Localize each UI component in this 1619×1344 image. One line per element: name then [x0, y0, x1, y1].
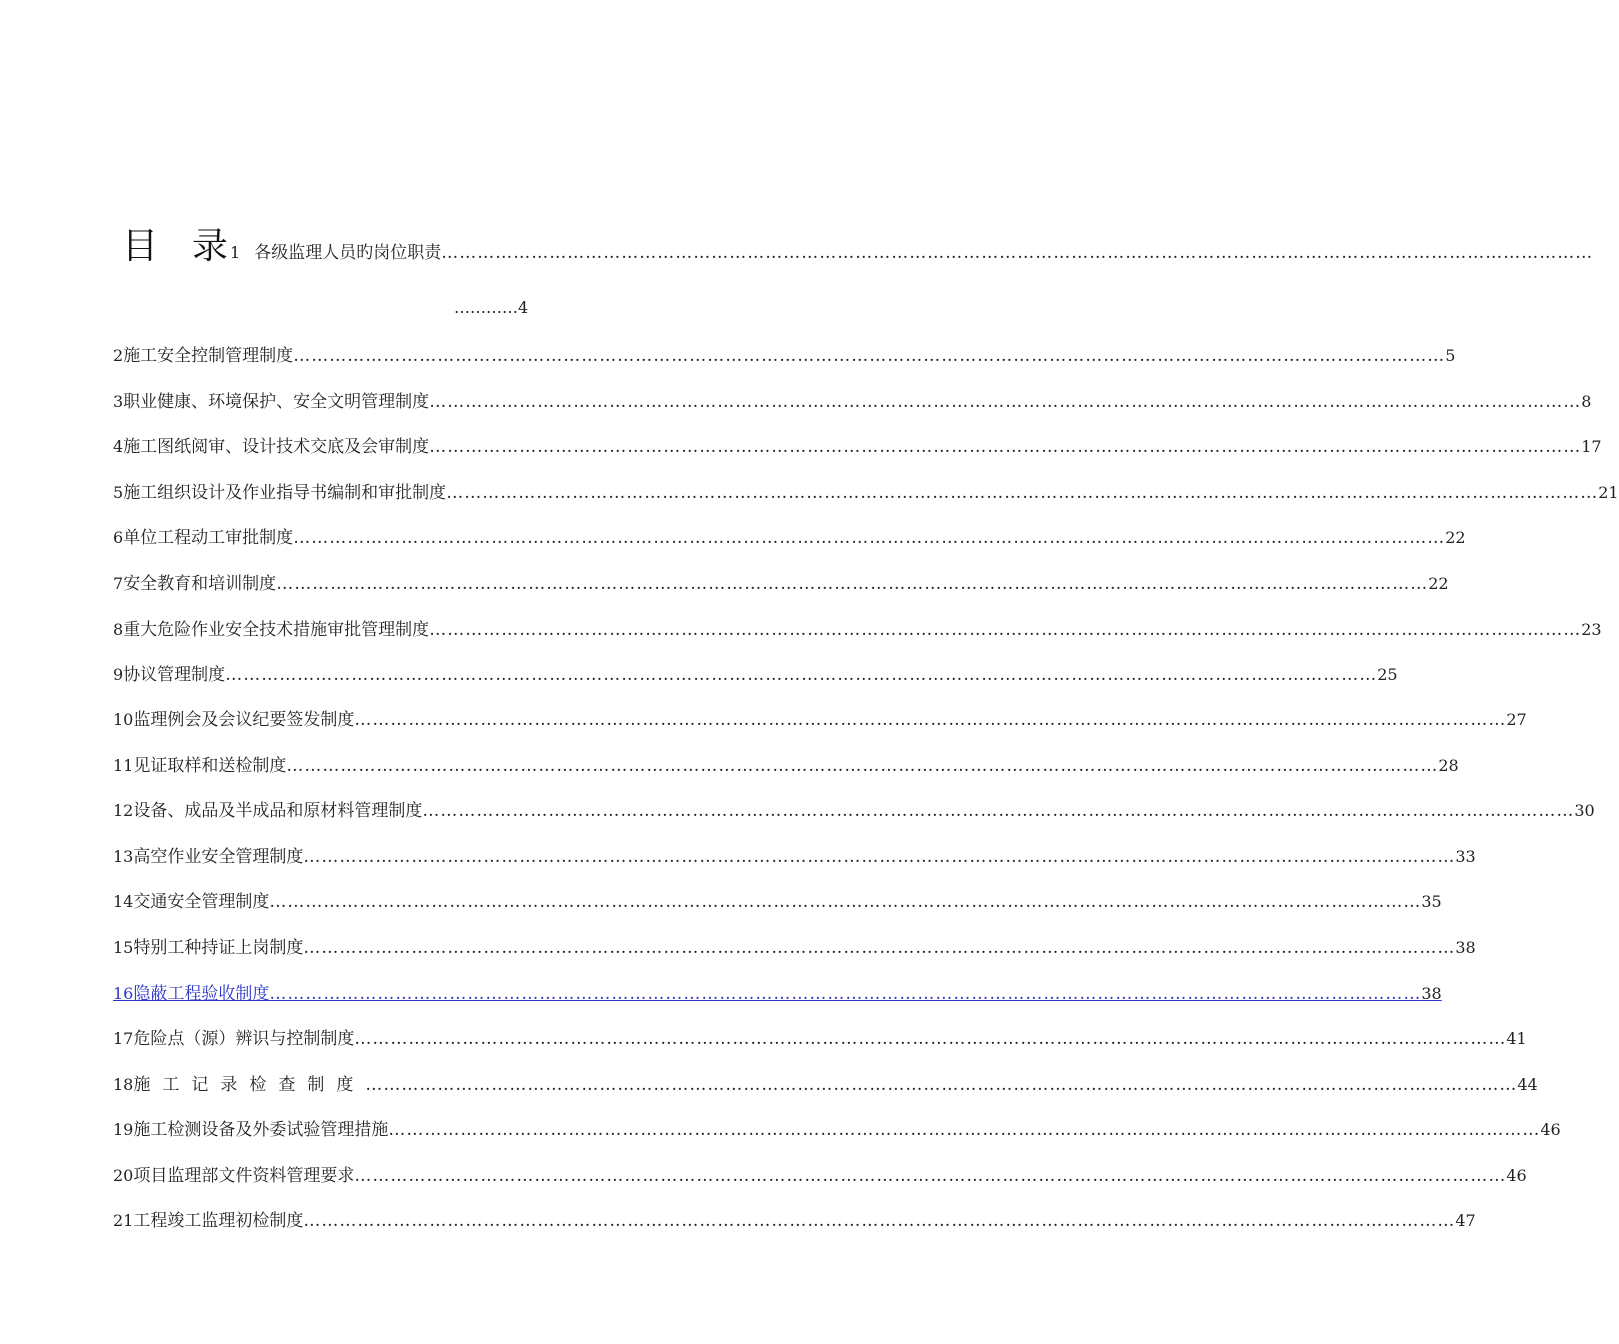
toc-entry-leader: ………………………………………………………………………………………………………………………………………………………………………… [429, 437, 1582, 457]
toc-entry-text: 重大危险作业安全技术措施审批管理制度 [123, 620, 430, 640]
toc-entry-leader: ………………………………………………………………………………………………………………………………………………………………………… [365, 1075, 1518, 1095]
toc-entry-9[interactable] [113, 662, 1398, 688]
toc-entry-page: 21 [1598, 483, 1619, 502]
toc-entry-number: 13 [113, 847, 134, 866]
toc-entry-text: 施工记录检查制度 [133, 1075, 366, 1095]
toc-entry-leader: ………………………………………………………………………………………………………………………………………………………………………… [276, 574, 1429, 594]
toc-entry-1-number: 1 [230, 243, 241, 262]
toc-entry-2[interactable] [113, 343, 1456, 369]
toc-entry-text: 特别工种持证上岗制度 [133, 938, 304, 958]
toc-entry-number: 9 [113, 665, 124, 684]
toc-entry-leader: ………………………………………………………………………………………………………………………………………………………………………… [303, 847, 1456, 867]
toc-entry-page: 46 [1506, 1166, 1527, 1185]
toc-entry-page: 47 [1455, 1211, 1476, 1230]
toc-entry-number: 19 [113, 1120, 134, 1139]
toc-entry-page: 33 [1455, 847, 1476, 866]
toc-entry-leader: ………………………………………………………………………………………………………………………………………………………………………… [388, 1120, 1541, 1140]
toc-entry-15[interactable] [113, 935, 1476, 961]
toc-entry-number: 14 [113, 892, 134, 911]
toc-entry-page: 46 [1540, 1120, 1561, 1139]
toc-entry-leader: ………………………………………………………………………………………………………………………………………………………………………… [293, 346, 1446, 366]
toc-entry-number: 7 [113, 574, 124, 593]
toc-entry-number: 2 [113, 346, 124, 365]
toc-entry-12[interactable] [113, 798, 1595, 824]
toc-entry-text: 交通安全管理制度 [133, 892, 270, 912]
toc-entry-number: 11 [113, 756, 134, 775]
toc-entry-leader: ………………………………………………………………………………………………………………………………………………………………………… [354, 1029, 1507, 1049]
toc-entry-page: 38 [1455, 938, 1476, 957]
toc-entry-leader: ………………………………………………………………………………………………………………………………………………………………………… [303, 1211, 1456, 1231]
toc-entry-8[interactable] [113, 617, 1602, 643]
toc-entry-16-link[interactable] [113, 981, 1442, 1007]
toc-entry-text: 施工组织设计及作业指导书编制和审批制度 [123, 483, 447, 503]
toc-entry-number: 17 [113, 1029, 134, 1048]
toc-entry-page: 28 [1438, 756, 1459, 775]
toc-entry-10[interactable] [113, 707, 1527, 733]
toc-title-char-mu: 目 [122, 226, 159, 267]
toc-entry-page: 44 [1517, 1075, 1538, 1094]
toc-entry-leader: ………………………………………………………………………………………………………………………………………………………………………… [286, 756, 1439, 776]
toc-entry-number: 4 [113, 437, 124, 456]
toc-entry-6[interactable] [113, 525, 1466, 551]
toc-entry-number: 10 [113, 710, 134, 729]
toc-entry-number: 5 [113, 483, 124, 502]
toc-entry-page: 25 [1377, 665, 1398, 684]
toc-entry-text: 见证取样和送检制度 [133, 756, 287, 776]
toc-entry-leader: ………………………………………………………………………………………………………………………………………………………………………… [293, 528, 1446, 548]
toc-entry-leader: ………………………………………………………………………………………………………………………………………………………………………… [429, 620, 1582, 640]
toc-entry-leader: ………………………………………………………………………………………………………………………………………………………………………… [422, 801, 1575, 821]
toc-entry-17[interactable] [113, 1026, 1527, 1052]
toc-entry-leader: ………………………………………………………………………………………………………………………………………………………………………… [269, 892, 1422, 912]
toc-entry-text: 职业健康、环境保护、安全文明管理制度 [123, 392, 430, 412]
toc-entry-18[interactable] [113, 1072, 1538, 1098]
toc-entry-text: 高空作业安全管理制度 [133, 847, 304, 867]
toc-entry-text: 施工图纸阅审、设计技术交底及会审制度 [123, 437, 430, 457]
toc-entry-page: 27 [1506, 710, 1527, 729]
toc-entry-text: 施工安全控制管理制度 [123, 346, 294, 366]
toc-entry-leader: ………………………………………………………………………………………………………………………………………………………………………… [303, 938, 1456, 958]
toc-entry-page: 38 [1421, 984, 1442, 1003]
toc-entry-7[interactable] [113, 571, 1449, 597]
toc-entry-number: 6 [113, 528, 124, 547]
toc-entry-number: 18 [113, 1075, 134, 1094]
toc-entry-13[interactable] [113, 844, 1476, 870]
toc-entry-leader: ………………………………………………………………………………………………………………………………………………………………………… [429, 392, 1582, 412]
toc-entry-text: 安全教育和培训制度 [123, 574, 277, 594]
toc-entry-number: 8 [113, 620, 124, 639]
toc-entry-11[interactable] [113, 753, 1459, 779]
toc-title-char-lu: 录 [192, 226, 229, 267]
toc-entry-text: 隐蔽工程验收制度 [133, 984, 270, 1004]
toc-entry-4[interactable] [113, 434, 1602, 460]
toc-entry-1-page-continuation: …………4 [454, 298, 529, 317]
toc-entry-text: 项目监理部文件资料管理要求 [133, 1166, 355, 1186]
toc-entry-19[interactable] [113, 1117, 1561, 1143]
toc-entry-1-text: 各级监理人员旳岗位职责 [254, 243, 442, 263]
toc-entry-number: 15 [113, 938, 134, 957]
toc-entry-leader: ………………………………………………………………………………………………………………………………………………………………………… [446, 483, 1599, 503]
toc-entry-page: 17 [1581, 437, 1602, 456]
toc-entry-text: 协议管理制度 [123, 665, 226, 685]
toc-entry-page: 22 [1445, 528, 1466, 547]
toc-entry-page: 22 [1428, 574, 1449, 593]
toc-entry-page: 41 [1506, 1029, 1527, 1048]
toc-entry-page: 5 [1445, 346, 1456, 365]
toc-entry-1-leader: ………………………………………………………………………………………………………………………………………………………………………… [441, 243, 1594, 263]
toc-entry-number: 16 [113, 984, 134, 1003]
toc-entry-number: 21 [113, 1211, 134, 1230]
toc-entry-number: 20 [113, 1166, 134, 1185]
toc-entry-3[interactable] [113, 389, 1592, 415]
toc-entry-text: 监理例会及会议纪要签发制度 [133, 710, 355, 730]
toc-entry-text: 危险点（源）辨识与控制制度 [133, 1029, 355, 1049]
toc-entry-text: 设备、成品及半成品和原材料管理制度 [133, 801, 423, 821]
toc-entry-text: 工程竣工监理初检制度 [133, 1211, 304, 1231]
toc-entry-number: 12 [113, 801, 134, 820]
toc-entry-text: 单位工程动工审批制度 [123, 528, 294, 548]
toc-entry-text: 施工检测设备及外委试验管理措施 [133, 1120, 389, 1140]
toc-entry-leader: ………………………………………………………………………………………………………………………………………………………………………… [354, 710, 1507, 730]
toc-entry-leader: ………………………………………………………………………………………………………………………………………………………………………… [269, 984, 1422, 1004]
toc-entry-5[interactable] [113, 480, 1619, 506]
toc-entry-leader: ………………………………………………………………………………………………………………………………………………………………………… [354, 1166, 1507, 1186]
toc-entry-page: 23 [1581, 620, 1602, 639]
toc-entry-leader: ………………………………………………………………………………………………………………………………………………………………………… [225, 665, 1378, 685]
toc-entry-page: 35 [1421, 892, 1442, 911]
toc-entry-number: 3 [113, 392, 124, 411]
toc-entry-page: 8 [1581, 392, 1592, 411]
toc-entry-14[interactable] [113, 889, 1442, 915]
toc-entry-page: 30 [1574, 801, 1595, 820]
toc-entry-21[interactable] [113, 1208, 1476, 1234]
toc-entry-20[interactable] [113, 1163, 1527, 1189]
toc-title-line [122, 222, 1594, 272]
